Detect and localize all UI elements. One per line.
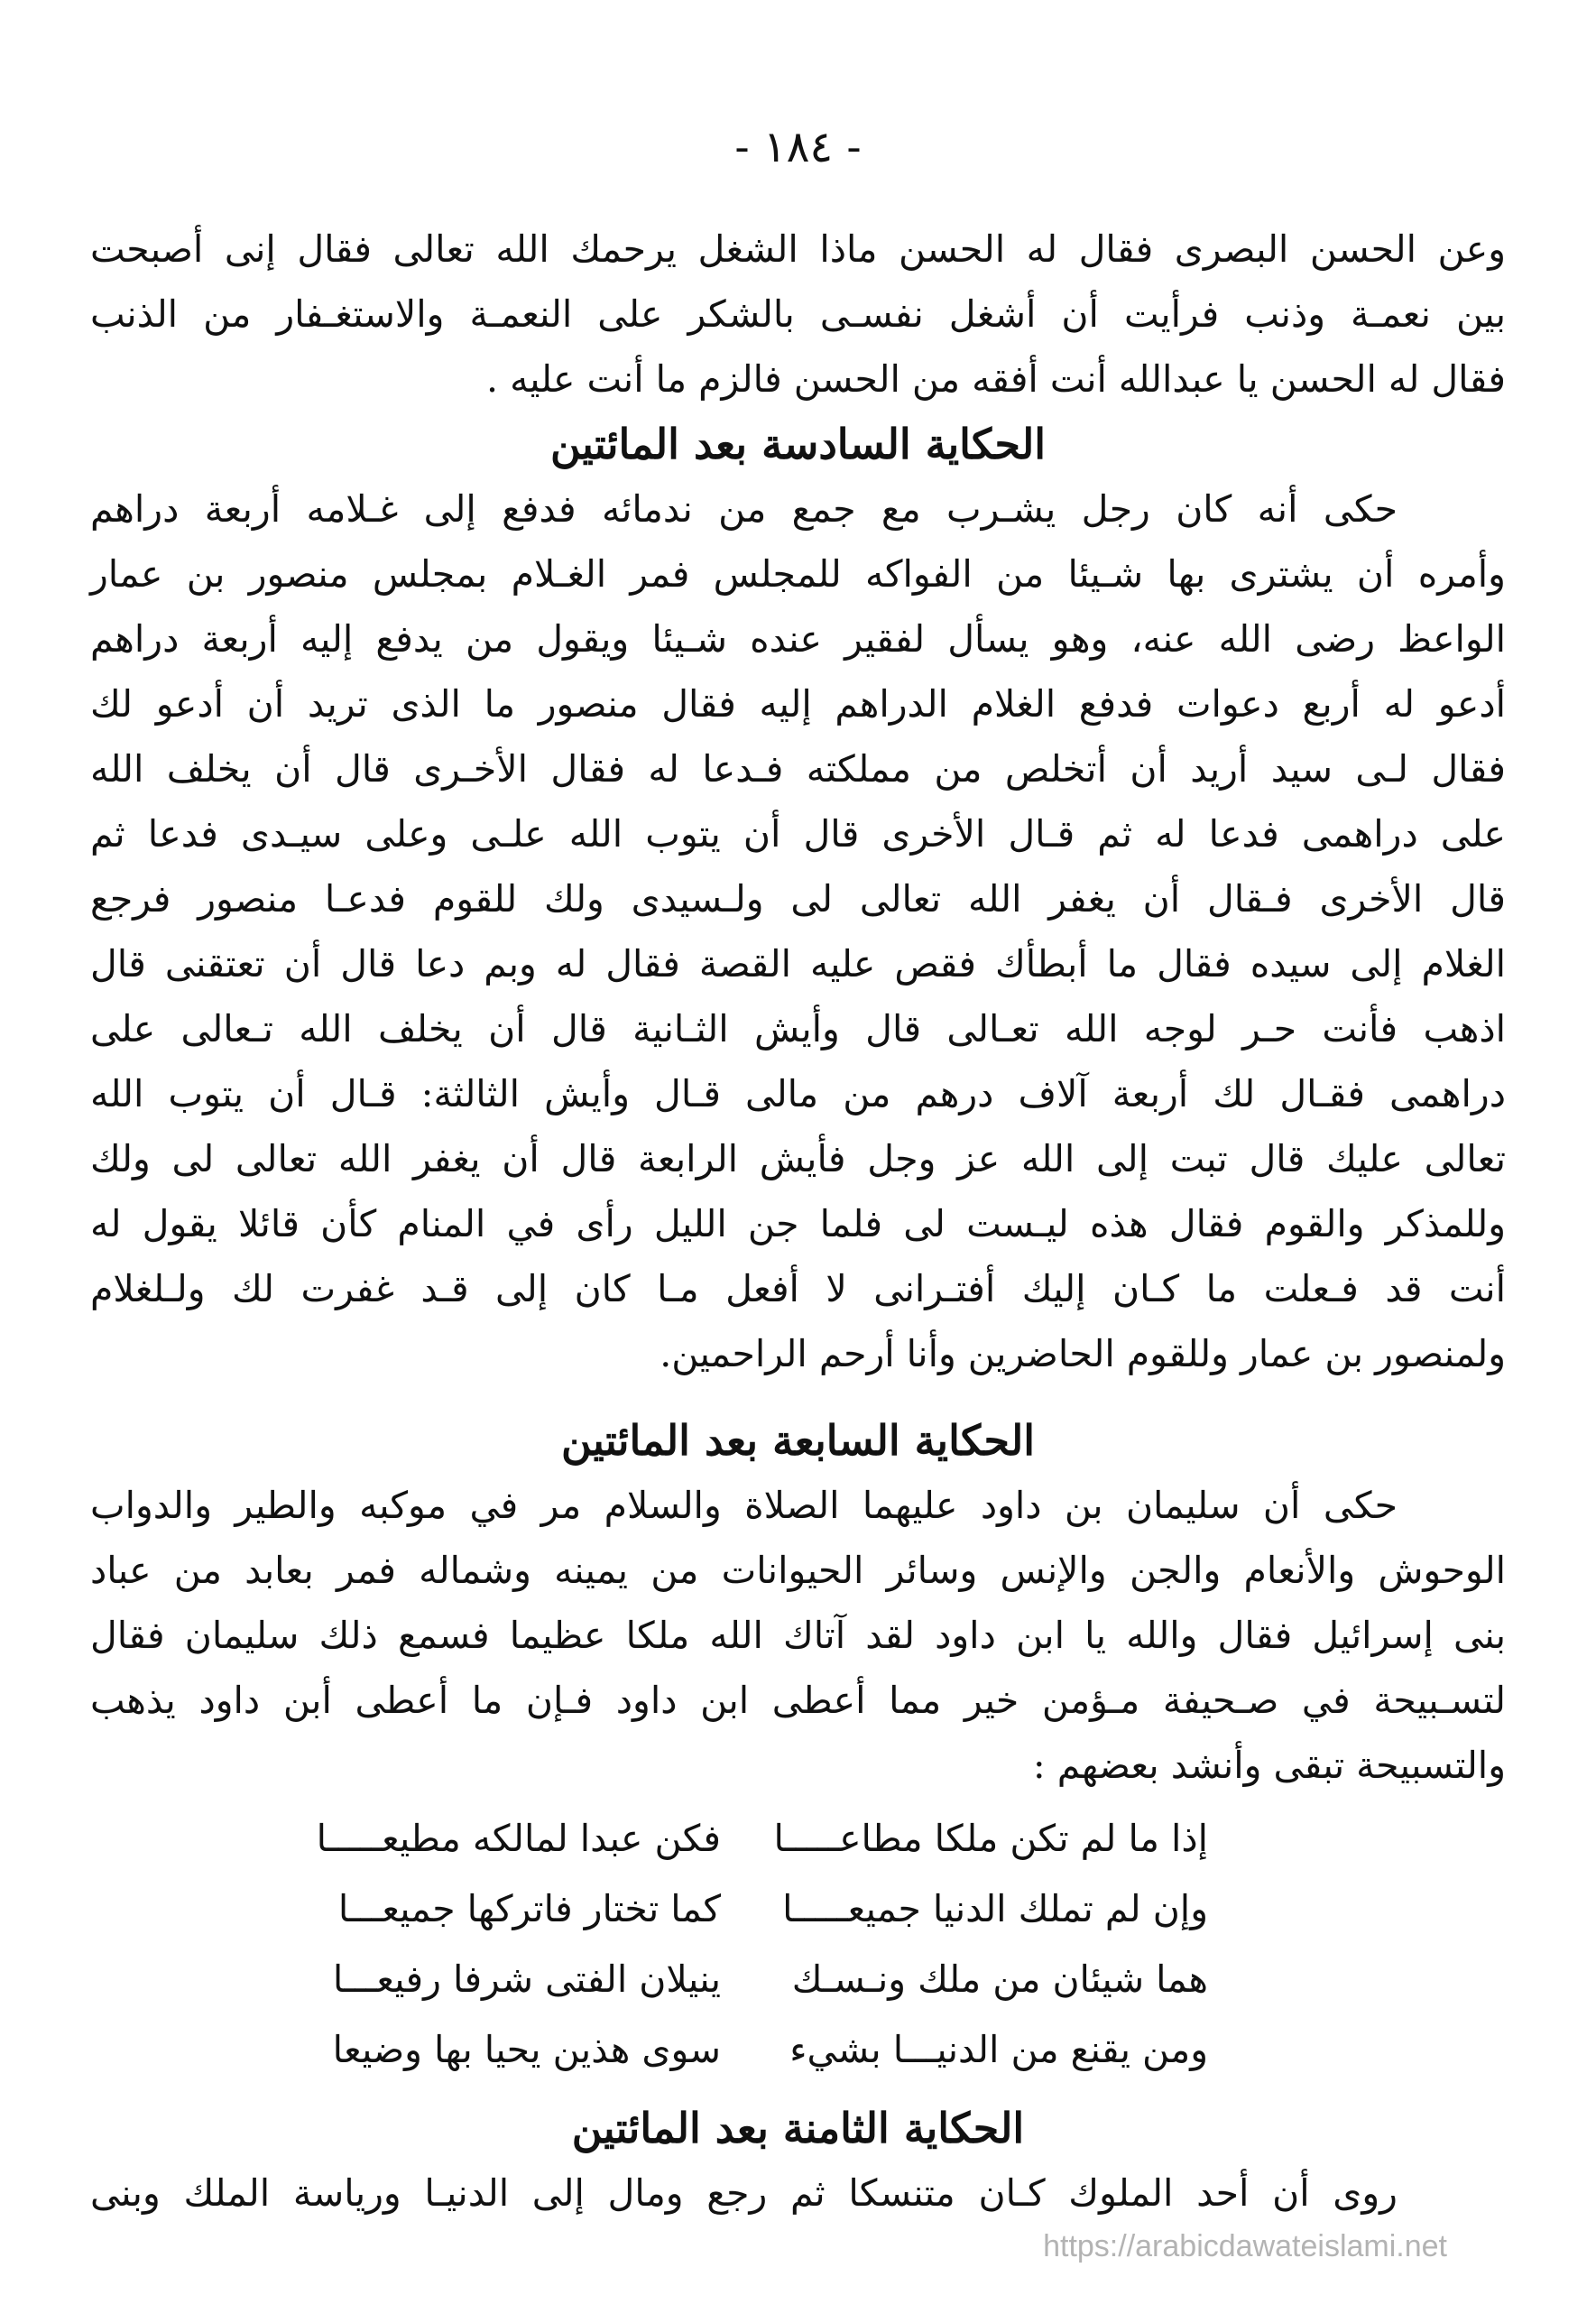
poem-hemistich-second: كما تختار فاتركها جميعـــا [337, 1887, 721, 1930]
poem-verse [90, 2014, 1506, 2085]
text-line: دراهمى فقـال لك أربعة آلاف درهم من مالى قـال وأيش الثالثة: قـال أن يتوب الله [90, 1072, 1506, 1115]
text-line: لتسـبيحة في صـحيفة مـؤمن خير مما أعطى ابن داود فـإن ما أعطى أبن داود يذهب [90, 1679, 1506, 1722]
text-line: بنى إسرائيل فقال والله يا ابن داود لقد آتاك الله ملكا عظيما فسمع ذلك سليمان فقال [90, 1614, 1506, 1657]
poem-hemistich-second: ينيلان الفتى شرفا رفيعـــا [332, 1957, 721, 2001]
story-6-heading-wrap [90, 412, 1506, 477]
story-8-heading-wrap [90, 2096, 1506, 2161]
text-line: والتسبيحة تبقى وأنشد بعضهم : [1032, 1744, 1506, 1787]
story-7-heading-wrap [90, 1408, 1506, 1473]
poem-hemistich-second: فكن عبدا لمالكه مطيعـــــا [316, 1817, 721, 1860]
text-line: بين نعمـة وذنب فرأيت أن أشغل نفسـى بالشكر على النعمـة والاستغـفار من الذنب [90, 292, 1506, 336]
poem-hemistich-first: إذا ما لم تكن ملكا مطاعـــــا [773, 1817, 1208, 1860]
text-line: قال الأخرى فـقال أن يغفر الله تعالى لى ولـسيدى ولك للقوم فدعـا منصور فرجع [90, 877, 1506, 921]
poem-verse [90, 1803, 1506, 1874]
text-line: حكى أن سليمان بن داود عليهما الصلاة والسلام مر في موكبه والطير والدواب [90, 1484, 1398, 1527]
text-line: اذهب فأنت حـر لوجه الله تعـالى قال وأيش الثـانية قال أن يخلف الله تـعالى على [90, 1007, 1506, 1050]
story-6-body [90, 477, 1506, 1386]
watermark-url: https://arabicdawateislami.net [1043, 2229, 1447, 2263]
poem-hemistich-first: وإن لم تملك الدنيا جميعـــــا [782, 1887, 1208, 1930]
text-line: ولمنصور بن عمار وللقوم الحاضرين وأنا أرحم الراحمين. [660, 1332, 1506, 1375]
text-line: أنت قد فـعلت ما كـان إليك أفتـرانى لا أفعل مـا كان إلى قـد غفرت لك ولـلغلام [90, 1267, 1506, 1310]
poem-hemistich-first: هما شيئان من ملك ونـسـك [791, 1957, 1208, 2001]
text-line: وعن الحسن البصرى فقال له الحسن ماذا الشغل يرحمك الله تعالى فقال إنى أصبحت [90, 227, 1506, 271]
text-line: روى أن أحد الملوك كـان متنسكا ثم رجع ومال إلى الدنيـا ورياسة الملك وبنى [90, 2171, 1398, 2215]
text-line: فقال لـى سيد أريد أن أتخلص من مملكته فـدعا له فقال الأخـرى قال أن يخلف الله [90, 747, 1506, 791]
poem-hemistich-first: ومن يقنع من الدنيـــا بشيء [789, 2028, 1208, 2071]
text-line: الواعظ رضى الله عنه، وهو يسأل لفقير عنده شـيئا ويقول من يدفع إليه أربعة دراهم [90, 617, 1506, 661]
story-8-body [90, 2161, 1506, 2226]
text-line: وأمره أن يشترى بها شـيئا من الفواكه للمجلس فمر الغـلام بمجلس منصور بن عمار [90, 552, 1506, 596]
poem-verse [90, 1874, 1506, 1944]
poem [90, 1803, 1506, 2085]
text-line: وللمذكر والقوم فقال هذه ليـست لى فلما جن الليل رأى في المنام كأن قائلا يقول له [90, 1202, 1506, 1245]
text-line: فقال له الحسن يا عبدالله أنت أفقه من الحسن فالزم ما أنت عليه . [486, 357, 1506, 401]
story-8-heading: الحكاية الثامنة بعد المائتين [571, 2104, 1025, 2152]
text-line: حكى أنه كان رجل يشـرب مع جمع من ندمائه فدفع إلى غـلامه أربعة دراهم [90, 487, 1398, 531]
text-line: تعالى عليك قال تبت إلى الله عز وجل فأيش الرابعة قال أن يغفر الله تعالى لى ولك [90, 1137, 1506, 1180]
story-7-body [90, 1473, 1506, 1798]
text-line: الغلام إلى سيده فقال ما أبطأك فقص عليه القصة فقال له وبم دعا قال أن تعتقنى قال [90, 942, 1506, 986]
poem-hemistich-second: سوى هذين يحيا بها وضيعا [332, 2028, 721, 2071]
text-line: على دراهمى فدعا له ثم قـال الأخرى قال أن يتوب الله علـى وعلى سيـدى فدعا ثم [90, 812, 1506, 856]
story-7-heading: الحكاية السابعة بعد المائتين [560, 1416, 1036, 1465]
page-number: - ١٨٤ - [734, 122, 862, 172]
story-6-heading: الحكاية السادسة بعد المائتين [549, 420, 1047, 468]
poem-verse [90, 1944, 1506, 2014]
text-line: الوحوش والأنعام والجن والإنس وسائر الحيوانات من يمينه وشماله فمر بعابد من عباد [90, 1549, 1506, 1592]
text-line: أدعو له أربع دعوات فدفع الغلام الدراهم إليه فقال منصور ما الذى تريد أن أدعو لك [90, 682, 1506, 726]
intro-paragraph [90, 217, 1506, 412]
